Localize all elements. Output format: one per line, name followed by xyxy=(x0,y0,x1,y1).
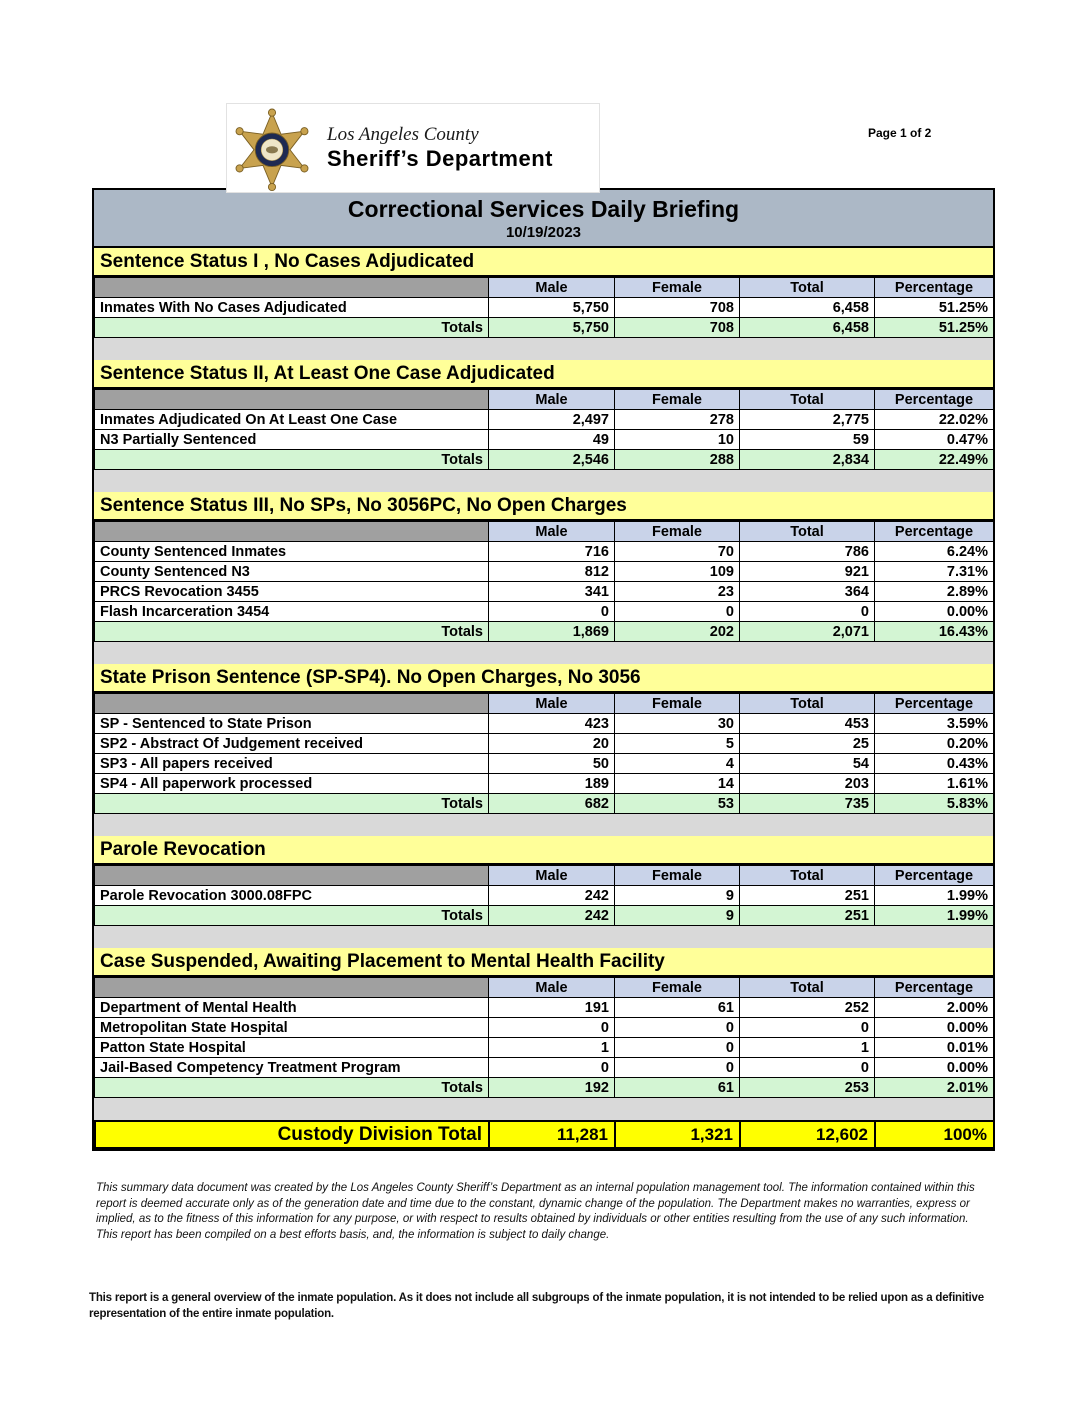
column-header-male: Male xyxy=(489,694,615,714)
row-label: County Sentenced Inmates xyxy=(95,542,489,562)
male-value: 189 xyxy=(489,774,615,794)
percentage-value: 0.01% xyxy=(875,1038,994,1058)
percentage-value: 5.83% xyxy=(875,794,994,814)
column-header-total: Total xyxy=(740,390,875,410)
report-section xyxy=(94,492,993,642)
female-value: 0 xyxy=(615,602,740,622)
report-block xyxy=(92,188,995,1151)
percentage-value: 2.00% xyxy=(875,998,994,1018)
percentage-value: 51.25% xyxy=(875,318,994,338)
column-header-female: Female xyxy=(615,866,740,886)
total-value: 1 xyxy=(740,1038,875,1058)
male-value: 2,497 xyxy=(489,410,615,430)
total-value: 921 xyxy=(740,562,875,582)
male-value: 49 xyxy=(489,430,615,450)
female-value: 5 xyxy=(615,734,740,754)
row-label: Inmates Adjudicated On At Least One Case xyxy=(95,410,489,430)
column-header-female: Female xyxy=(615,522,740,542)
custody-division-total-table xyxy=(94,1120,995,1149)
section-table xyxy=(94,277,994,338)
female-value: 0 xyxy=(615,1018,740,1038)
percentage-value: 0.47% xyxy=(875,430,994,450)
data-row xyxy=(95,582,994,602)
total-value: 25 xyxy=(740,734,875,754)
sheriff-star-badge-icon xyxy=(229,103,315,199)
label-column-spacer xyxy=(95,278,489,298)
column-header-male: Male xyxy=(489,978,615,998)
male-value: 423 xyxy=(489,714,615,734)
section-title: Sentence Status III, No SPs, No 3056PC, No Open Charges xyxy=(94,492,993,521)
male-value: 2,546 xyxy=(489,450,615,470)
column-header-percentage: Percentage xyxy=(875,866,994,886)
column-header-row xyxy=(95,866,994,886)
female-value: 70 xyxy=(615,542,740,562)
report-section xyxy=(94,248,993,338)
male-value: 0 xyxy=(489,602,615,622)
male-value: 716 xyxy=(489,542,615,562)
section-title: Sentence Status I , No Cases Adjudicated xyxy=(94,248,993,277)
female-value: 202 xyxy=(615,622,740,642)
total-value: 59 xyxy=(740,430,875,450)
total-value: 0 xyxy=(740,1018,875,1038)
female-value: 708 xyxy=(615,298,740,318)
label-column-spacer xyxy=(95,390,489,410)
column-header-female: Female xyxy=(615,390,740,410)
percentage-value: 1.99% xyxy=(875,906,994,926)
percentage-value: 0.00% xyxy=(875,602,994,622)
total-value: 6,458 xyxy=(740,298,875,318)
percentage-value: 0.00% xyxy=(875,1058,994,1078)
section-table xyxy=(94,389,994,470)
column-header-percentage: Percentage xyxy=(875,390,994,410)
row-label: Totals xyxy=(95,794,489,814)
row-label: Patton State Hospital xyxy=(95,1038,489,1058)
total-value: 251 xyxy=(740,906,875,926)
column-header-male: Male xyxy=(489,866,615,886)
total-value: 253 xyxy=(740,1078,875,1098)
report-section xyxy=(94,948,993,1098)
data-row xyxy=(95,542,994,562)
female-value: 0 xyxy=(615,1058,740,1078)
data-row xyxy=(95,410,994,430)
column-header-total: Total xyxy=(740,866,875,886)
percentage-value: 0.43% xyxy=(875,754,994,774)
section-table xyxy=(94,693,994,814)
label-column-spacer xyxy=(95,694,489,714)
row-label: Totals xyxy=(95,906,489,926)
data-row xyxy=(95,1058,994,1078)
data-row xyxy=(95,886,994,906)
male-value: 50 xyxy=(489,754,615,774)
percentage-value: 51.25% xyxy=(875,298,994,318)
report-section xyxy=(94,836,993,926)
percentage-value: 16.43% xyxy=(875,622,994,642)
male-value: 682 xyxy=(489,794,615,814)
percentage-value: 6.24% xyxy=(875,542,994,562)
total-value: 2,071 xyxy=(740,622,875,642)
column-header-male: Male xyxy=(489,390,615,410)
custody-total-male: 11,281 xyxy=(489,1121,615,1148)
male-value: 192 xyxy=(489,1078,615,1098)
female-value: 9 xyxy=(615,886,740,906)
section-table xyxy=(94,865,994,926)
department-name: Sheriff’s Department xyxy=(327,146,553,171)
total-value: 54 xyxy=(740,754,875,774)
total-value: 251 xyxy=(740,886,875,906)
custody-division-total-row xyxy=(95,1121,994,1148)
female-value: 61 xyxy=(615,998,740,1018)
row-label: SP4 - All paperwork processed xyxy=(95,774,489,794)
row-label: Metropolitan State Hospital xyxy=(95,1018,489,1038)
total-value: 2,834 xyxy=(740,450,875,470)
percentage-value: 1.61% xyxy=(875,774,994,794)
report-date: 10/19/2023 xyxy=(505,224,582,241)
row-label: Jail-Based Competency Treatment Program xyxy=(95,1058,489,1078)
row-label: PRCS Revocation 3455 xyxy=(95,582,489,602)
female-value: 109 xyxy=(615,562,740,582)
column-header-female: Female xyxy=(615,978,740,998)
column-header-percentage: Percentage xyxy=(875,978,994,998)
column-header-female: Female xyxy=(615,694,740,714)
total-value: 0 xyxy=(740,602,875,622)
female-value: 30 xyxy=(615,714,740,734)
data-row xyxy=(95,562,994,582)
female-value: 278 xyxy=(615,410,740,430)
page-header xyxy=(0,0,1088,188)
section-table xyxy=(94,521,994,642)
custody-division-total-label: Custody Division Total xyxy=(95,1121,489,1148)
row-label: N3 Partially Sentenced xyxy=(95,430,489,450)
male-value: 20 xyxy=(489,734,615,754)
total-value: 786 xyxy=(740,542,875,562)
section-title: Case Suspended, Awaiting Placement to Mental Health Facility xyxy=(94,948,993,977)
percentage-value: 3.59% xyxy=(875,714,994,734)
totals-row xyxy=(95,318,994,338)
column-header-percentage: Percentage xyxy=(875,522,994,542)
section-table xyxy=(94,977,994,1098)
total-value: 735 xyxy=(740,794,875,814)
male-value: 1 xyxy=(489,1038,615,1058)
total-value: 0 xyxy=(740,1058,875,1078)
male-value: 5,750 xyxy=(489,318,615,338)
female-value: 23 xyxy=(615,582,740,602)
custody-total-female: 1,321 xyxy=(615,1121,740,1148)
totals-row xyxy=(95,794,994,814)
section-title: Parole Revocation xyxy=(94,836,993,865)
column-header-row xyxy=(95,278,994,298)
county-name: Los Angeles County xyxy=(327,124,479,145)
female-value: 9 xyxy=(615,906,740,926)
total-value: 364 xyxy=(740,582,875,602)
column-header-male: Male xyxy=(489,522,615,542)
data-row xyxy=(95,430,994,450)
column-header-percentage: Percentage xyxy=(875,694,994,714)
department-logo-block xyxy=(226,103,600,193)
row-label: Parole Revocation 3000.08FPC xyxy=(95,886,489,906)
row-label: Totals xyxy=(95,622,489,642)
female-value: 708 xyxy=(615,318,740,338)
report-section xyxy=(94,664,993,814)
data-row xyxy=(95,734,994,754)
percentage-value: 2.89% xyxy=(875,582,994,602)
page-number: Page 1 of 2 xyxy=(868,126,932,140)
row-label: Totals xyxy=(95,1078,489,1098)
section-title: Sentence Status II, At Least One Case Adjudicated xyxy=(94,360,993,389)
data-row xyxy=(95,754,994,774)
total-value: 252 xyxy=(740,998,875,1018)
percentage-value: 1.99% xyxy=(875,886,994,906)
data-row xyxy=(95,774,994,794)
total-value: 6,458 xyxy=(740,318,875,338)
section-title: State Prison Sentence (SP-SP4). No Open Charges, No 3056 xyxy=(94,664,993,693)
male-value: 5,750 xyxy=(489,298,615,318)
column-header-total: Total xyxy=(740,278,875,298)
female-value: 4 xyxy=(615,754,740,774)
row-label: County Sentenced N3 xyxy=(95,562,489,582)
data-row xyxy=(95,1038,994,1058)
male-value: 812 xyxy=(489,562,615,582)
female-value: 61 xyxy=(615,1078,740,1098)
male-value: 242 xyxy=(489,906,615,926)
percentage-value: 22.02% xyxy=(875,410,994,430)
label-column-spacer xyxy=(95,978,489,998)
row-label: Department of Mental Health xyxy=(95,998,489,1018)
column-header-row xyxy=(95,694,994,714)
totals-row xyxy=(95,622,994,642)
female-value: 14 xyxy=(615,774,740,794)
male-value: 242 xyxy=(489,886,615,906)
custody-total-percentage: 100% xyxy=(875,1121,994,1148)
label-column-spacer xyxy=(95,522,489,542)
data-row xyxy=(95,714,994,734)
column-header-percentage: Percentage xyxy=(875,278,994,298)
overview-note: This report is a general overview of the inmate population. As it does not include all subgroups of the inmate population, it is not intended to be relied upon as a definitive representation of the entire inmate population. xyxy=(89,1292,984,1320)
total-value: 2,775 xyxy=(740,410,875,430)
report-title: Correctional Services Daily Briefing xyxy=(347,196,740,222)
total-value: 453 xyxy=(740,714,875,734)
column-header-row xyxy=(95,390,994,410)
column-header-female: Female xyxy=(615,278,740,298)
female-value: 0 xyxy=(615,1038,740,1058)
report-sections xyxy=(94,248,993,1098)
percentage-value: 2.01% xyxy=(875,1078,994,1098)
report-section xyxy=(94,360,993,470)
percentage-value: 0.00% xyxy=(875,1018,994,1038)
male-value: 0 xyxy=(489,1018,615,1038)
female-value: 10 xyxy=(615,430,740,450)
row-label: SP3 - All papers received xyxy=(95,754,489,774)
data-row xyxy=(95,298,994,318)
data-row xyxy=(95,998,994,1018)
male-value: 1,869 xyxy=(489,622,615,642)
department-name-block xyxy=(327,124,553,172)
total-value: 203 xyxy=(740,774,875,794)
male-value: 191 xyxy=(489,998,615,1018)
column-header-total: Total xyxy=(740,522,875,542)
male-value: 341 xyxy=(489,582,615,602)
totals-row xyxy=(95,450,994,470)
data-row xyxy=(95,602,994,622)
totals-row xyxy=(95,906,994,926)
data-row xyxy=(95,1018,994,1038)
row-label: Totals xyxy=(95,318,489,338)
female-value: 288 xyxy=(615,450,740,470)
percentage-value: 0.20% xyxy=(875,734,994,754)
column-header-total: Total xyxy=(740,694,875,714)
label-column-spacer xyxy=(95,866,489,886)
column-header-row xyxy=(95,978,994,998)
custody-total-total: 12,602 xyxy=(740,1121,875,1148)
column-header-male: Male xyxy=(489,278,615,298)
column-header-row xyxy=(95,522,994,542)
row-label: Totals xyxy=(95,450,489,470)
totals-row xyxy=(95,1078,994,1098)
row-label: Inmates With No Cases Adjudicated xyxy=(95,298,489,318)
percentage-value: 7.31% xyxy=(875,562,994,582)
row-label: SP2 - Abstract Of Judgement received xyxy=(95,734,489,754)
male-value: 0 xyxy=(489,1058,615,1078)
female-value: 53 xyxy=(615,794,740,814)
row-label: Flash Incarceration 3454 xyxy=(95,602,489,622)
column-header-total: Total xyxy=(740,978,875,998)
row-label: SP - Sentenced to State Prison xyxy=(95,714,489,734)
percentage-value: 22.49% xyxy=(875,450,994,470)
disclaimer-note: This summary data document was created by the Los Angeles County Sheriff’s Department as an internal population management tool. The information contained within this report is deemed accurate only as of the generation date and time due to the constant, dynamic change of the population. The Department makes no warranties, express or implied, as to the fitness of this information for any purpose, or with respect to results obtained by individuals or other entities resulting from the use of any such information. This report has been compiled on a best efforts basis, and, the information is subject to daily change. xyxy=(96,1182,975,1241)
